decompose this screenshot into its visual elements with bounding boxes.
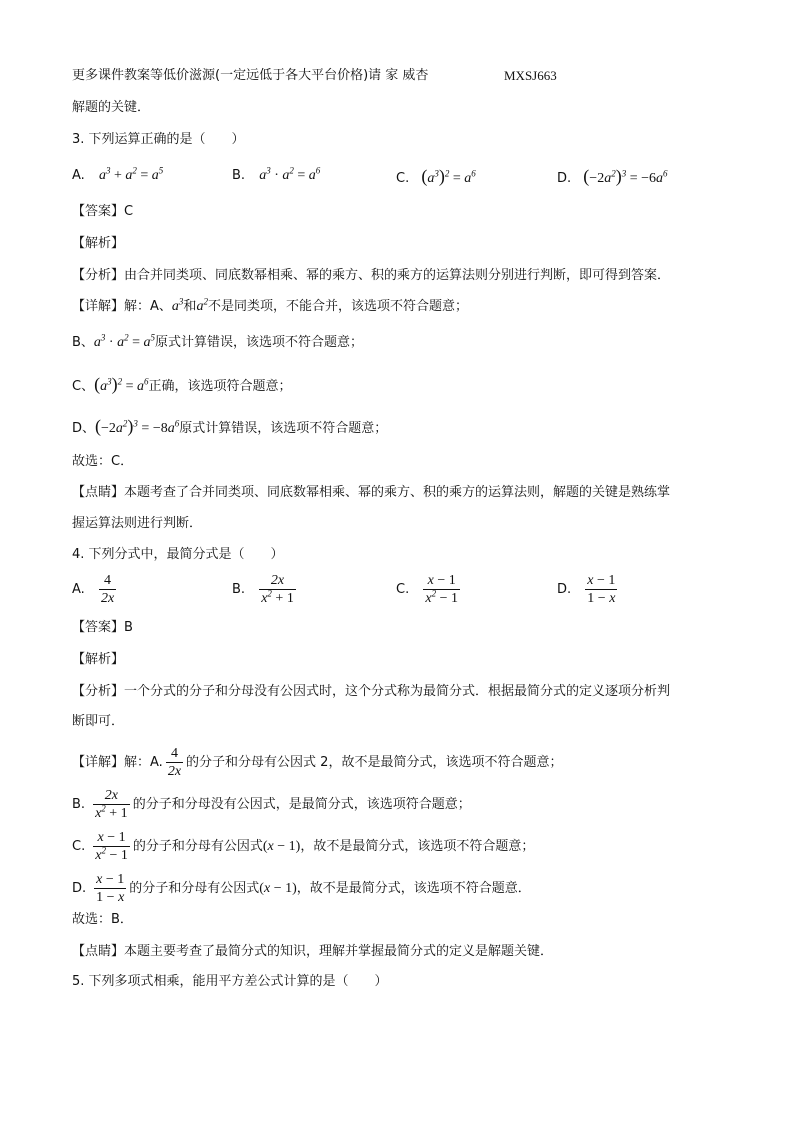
q3-option-c: C. $(a^3)^2 = a^6$	[396, 166, 476, 186]
q3-xiangjie-b: B、$a^3 \cdot a^2 = a^5$原式计算错误，该选项不符合题意；	[72, 332, 364, 350]
q3-guxuan: 故选：C．	[72, 454, 134, 469]
q4-xiangjie-d: D. $\frac{x - 1}{1 - x}$ 的分子和分母有公因式(x − 1)，故不是最简分式，该选项不符合题意．	[72, 872, 531, 905]
q4-option-a: A. $\frac{4}{2x}$	[72, 573, 115, 606]
q4-xiangjie-a: 【详解】解：A. $\frac{4}{2x}$ 的分子和分母有公因式 2，故不是最简分式，该选项不符合题意；	[72, 746, 563, 779]
q4-xiangjie-c: C. $\frac{x - 1}{x^2 - 1}$ 的分子和分母有公因式(x − 1)，故不是最简分式，该选项不符合题意；	[72, 830, 535, 863]
q5-title: 5. 下列多项式相乘，能用平方差公式计算的是（ ）	[72, 974, 388, 989]
q3-title: 3. 下列运算正确的是（ ）	[72, 132, 245, 147]
prev-paragraph-end: 解题的关键．	[72, 100, 151, 115]
q4-option-b: B. $\frac{2x}{x^2 + 1}$	[232, 573, 294, 606]
q3-option-d: D. $(-2a^2)^3 = -6a^6$	[557, 166, 668, 186]
header-line	[72, 66, 557, 86]
q4-answer: 【答案】B	[72, 620, 133, 635]
q3-answer: 【答案】C	[72, 204, 134, 219]
q4-xiangjie-b: B. $\frac{2x}{x^2 + 1}$ 的分子和分母没有公因式，是最简分式，该选项符合题意；	[72, 788, 471, 821]
q3-xiangjie-c: C、$(a^3)^2 = a^6$正确，该选项符合题意；	[72, 374, 292, 394]
q4-option-d: D. $\frac{x - 1}{1 - x}$	[557, 573, 616, 606]
q3-xiangjie-a: 【详解】解：A、$a^3$和$a^2$不是同类项，不能合并，该选项不符合题意；	[72, 296, 468, 314]
q4-dianjing: 【点睛】本题主要考查了最简分式的知识，理解并掌握最简分式的定义是解题关键．	[72, 944, 554, 959]
q3-fenxi: 【分析】由合并同类项、同底数幂相乘、幂的乘方、积的乘方的运算法则分别进行判断，即可得到答案．	[72, 268, 671, 283]
q3-option-a: A. $a^3 + a^2 = a^5$	[72, 165, 164, 183]
header-code: MXSJ663	[504, 68, 557, 83]
q4-guxuan: 故选：B．	[72, 912, 133, 927]
q3-dianjing-2: 握运算法则进行判断．	[72, 516, 203, 531]
q4-option-c: C. $\frac{x - 1}{x^2 - 1}$	[396, 573, 458, 606]
q4-jiexi: 【解析】	[72, 652, 125, 667]
q3-dianjing-1: 【点睛】本题考查了合并同类项、同底数幂相乘、幂的乘方、积的乘方的运算法则，解题的关键是熟练掌	[72, 485, 671, 500]
q4-title: 4. 下列分式中，最简分式是（ ）	[72, 547, 284, 562]
q4-fenxi-2: 断即可．	[72, 714, 125, 729]
q3-option-b: B. $a^3 \cdot a^2 = a^6$	[232, 165, 321, 183]
header-text: 更多课件教案等低价滋源(一定远低于各大平台价格)请 家 威杏	[72, 68, 429, 83]
q4-fenxi-1: 【分析】一个分式的分子和分母没有公因式时，这个分式称为最简分式．根据最简分式的定义逐项分析判	[72, 684, 671, 699]
q3-jiexi: 【解析】	[72, 236, 125, 251]
q3-xiangjie-d: D、$(-2a^2)^3 = -8a^6$原式计算错误，该选项不符合题意；	[72, 416, 388, 436]
